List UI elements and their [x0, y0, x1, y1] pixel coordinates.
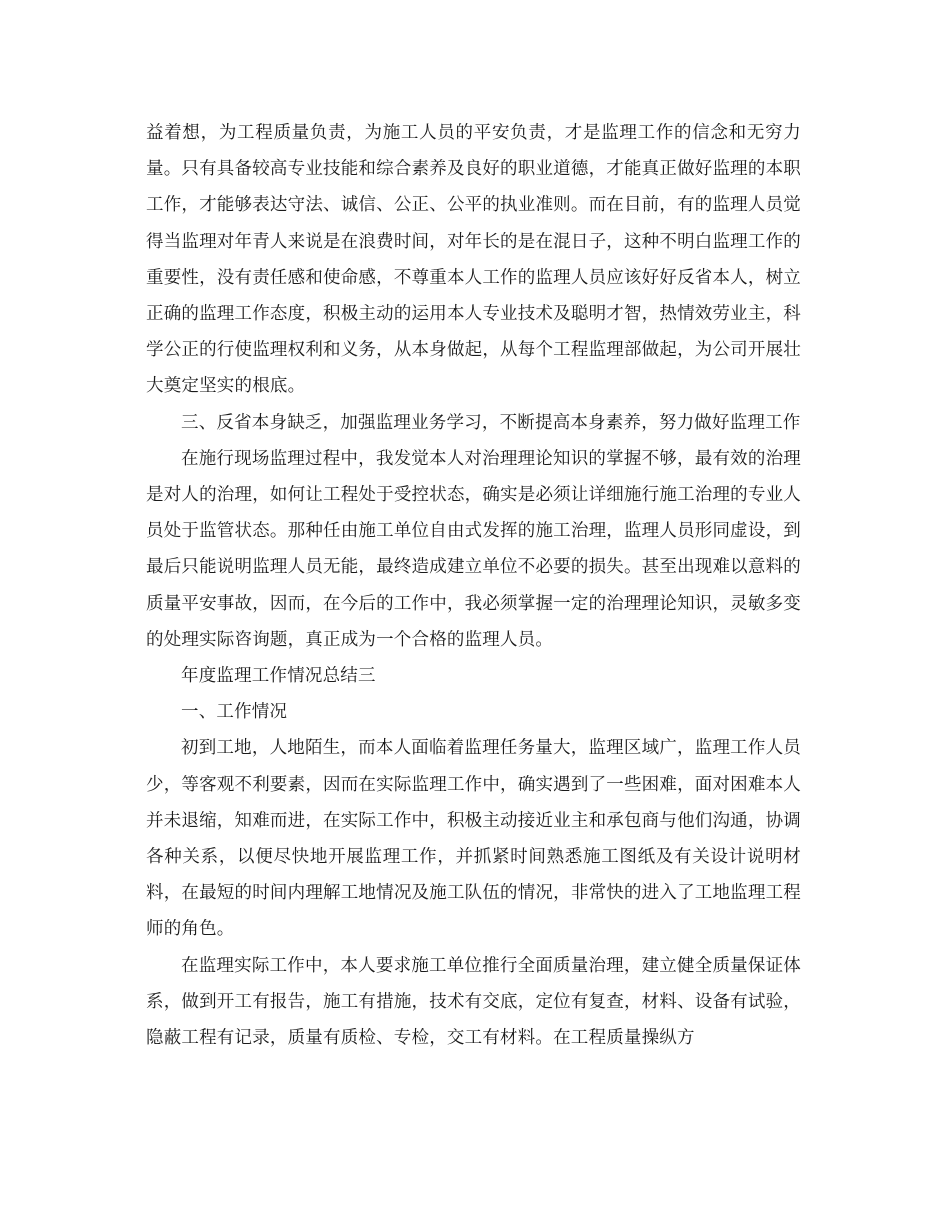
section-heading-work-situation: 一、工作情况 — [181, 702, 288, 723]
summary-title-three: 年度监理工作情况总结三 — [181, 666, 376, 687]
paragraph-arrival: 初到工地，人地陌生，而本人面临着监理任务量大，监理区域广，监理工作人员少，等客观不利要素，因而在实际监理工作中，确实遇到了一些困难，面对困难本人并未退缩，知难而进，在实际工作中，积极主动接近业主和承包商与他们沟通，协调各种关系，以便尽快地开展监理工作，并抓紧时间熟悉施工图纸及有关设计说明材料，在最短的时间内理解工地情况及施工队伍的情况，非常快的进入了工地监理工程师的角色。 — [146, 738, 801, 940]
section-heading-three: 三、反省本身缺乏，加强监理业务学习，不断提高本身素养，努力做好监理工作 — [181, 412, 801, 433]
paragraph-continued: 益着想，为工程质量负责，为施工人员的平安负责，才是监理工作的信念和无穷力量。只有具备较高专业技能和综合素养及良好的职业道德，才能真正做好监理的本职工作，才能够表达守法、诚信、公正、公平的执业准则。而在目前，有的监理人员觉得当监理对年青人来说是在浪费时间，对年长的是在混日子，这种不明白监理工作的重要性，没有责任感和使命感，不尊重本人工作的监理人员应该好好反省本人，树立正确的监理工作态度，积极主动的运用本人专业技术及聪明才智，热情效劳业主，科学公正的行使监理权利和义务，从本身做起，从每个工程监理部做起，为公司开展壮大奠定坚实的根底。 — [146, 123, 801, 397]
paragraph-management-theory: 在施行现场监理过程中，我发觉本人对治理理论知识的掌握不够，最有效的治理是对人的治理，如何让工程处于受控状态，确实是必须让详细施行施工治理的专业人员处于监管状态。那种任由施工单位自由式发挥的施工治理，监理人员形同虚设，到最后只能说明监理人员无能，最终造成建立单位不必要的损失。甚至出现难以意料的质量平安事故，因而，在今后的工作中，我必须掌握一定的治理理论知识，灵敏多变的处理实际咨询题，真正成为一个合格的监理人员。 — [146, 448, 801, 650]
document-body — [146, 115, 801, 1056]
paragraph-quality-control: 在监理实际工作中，本人要求施工单位推行全面质量治理，建立健全质量保证体系，做到开工有报告，施工有措施，技术有交底，定位有复查，材料、设备有试验，隐蔽工程有记录，质量有质检、专检，交工有材料。在工程质量操纵方 — [146, 955, 801, 1049]
